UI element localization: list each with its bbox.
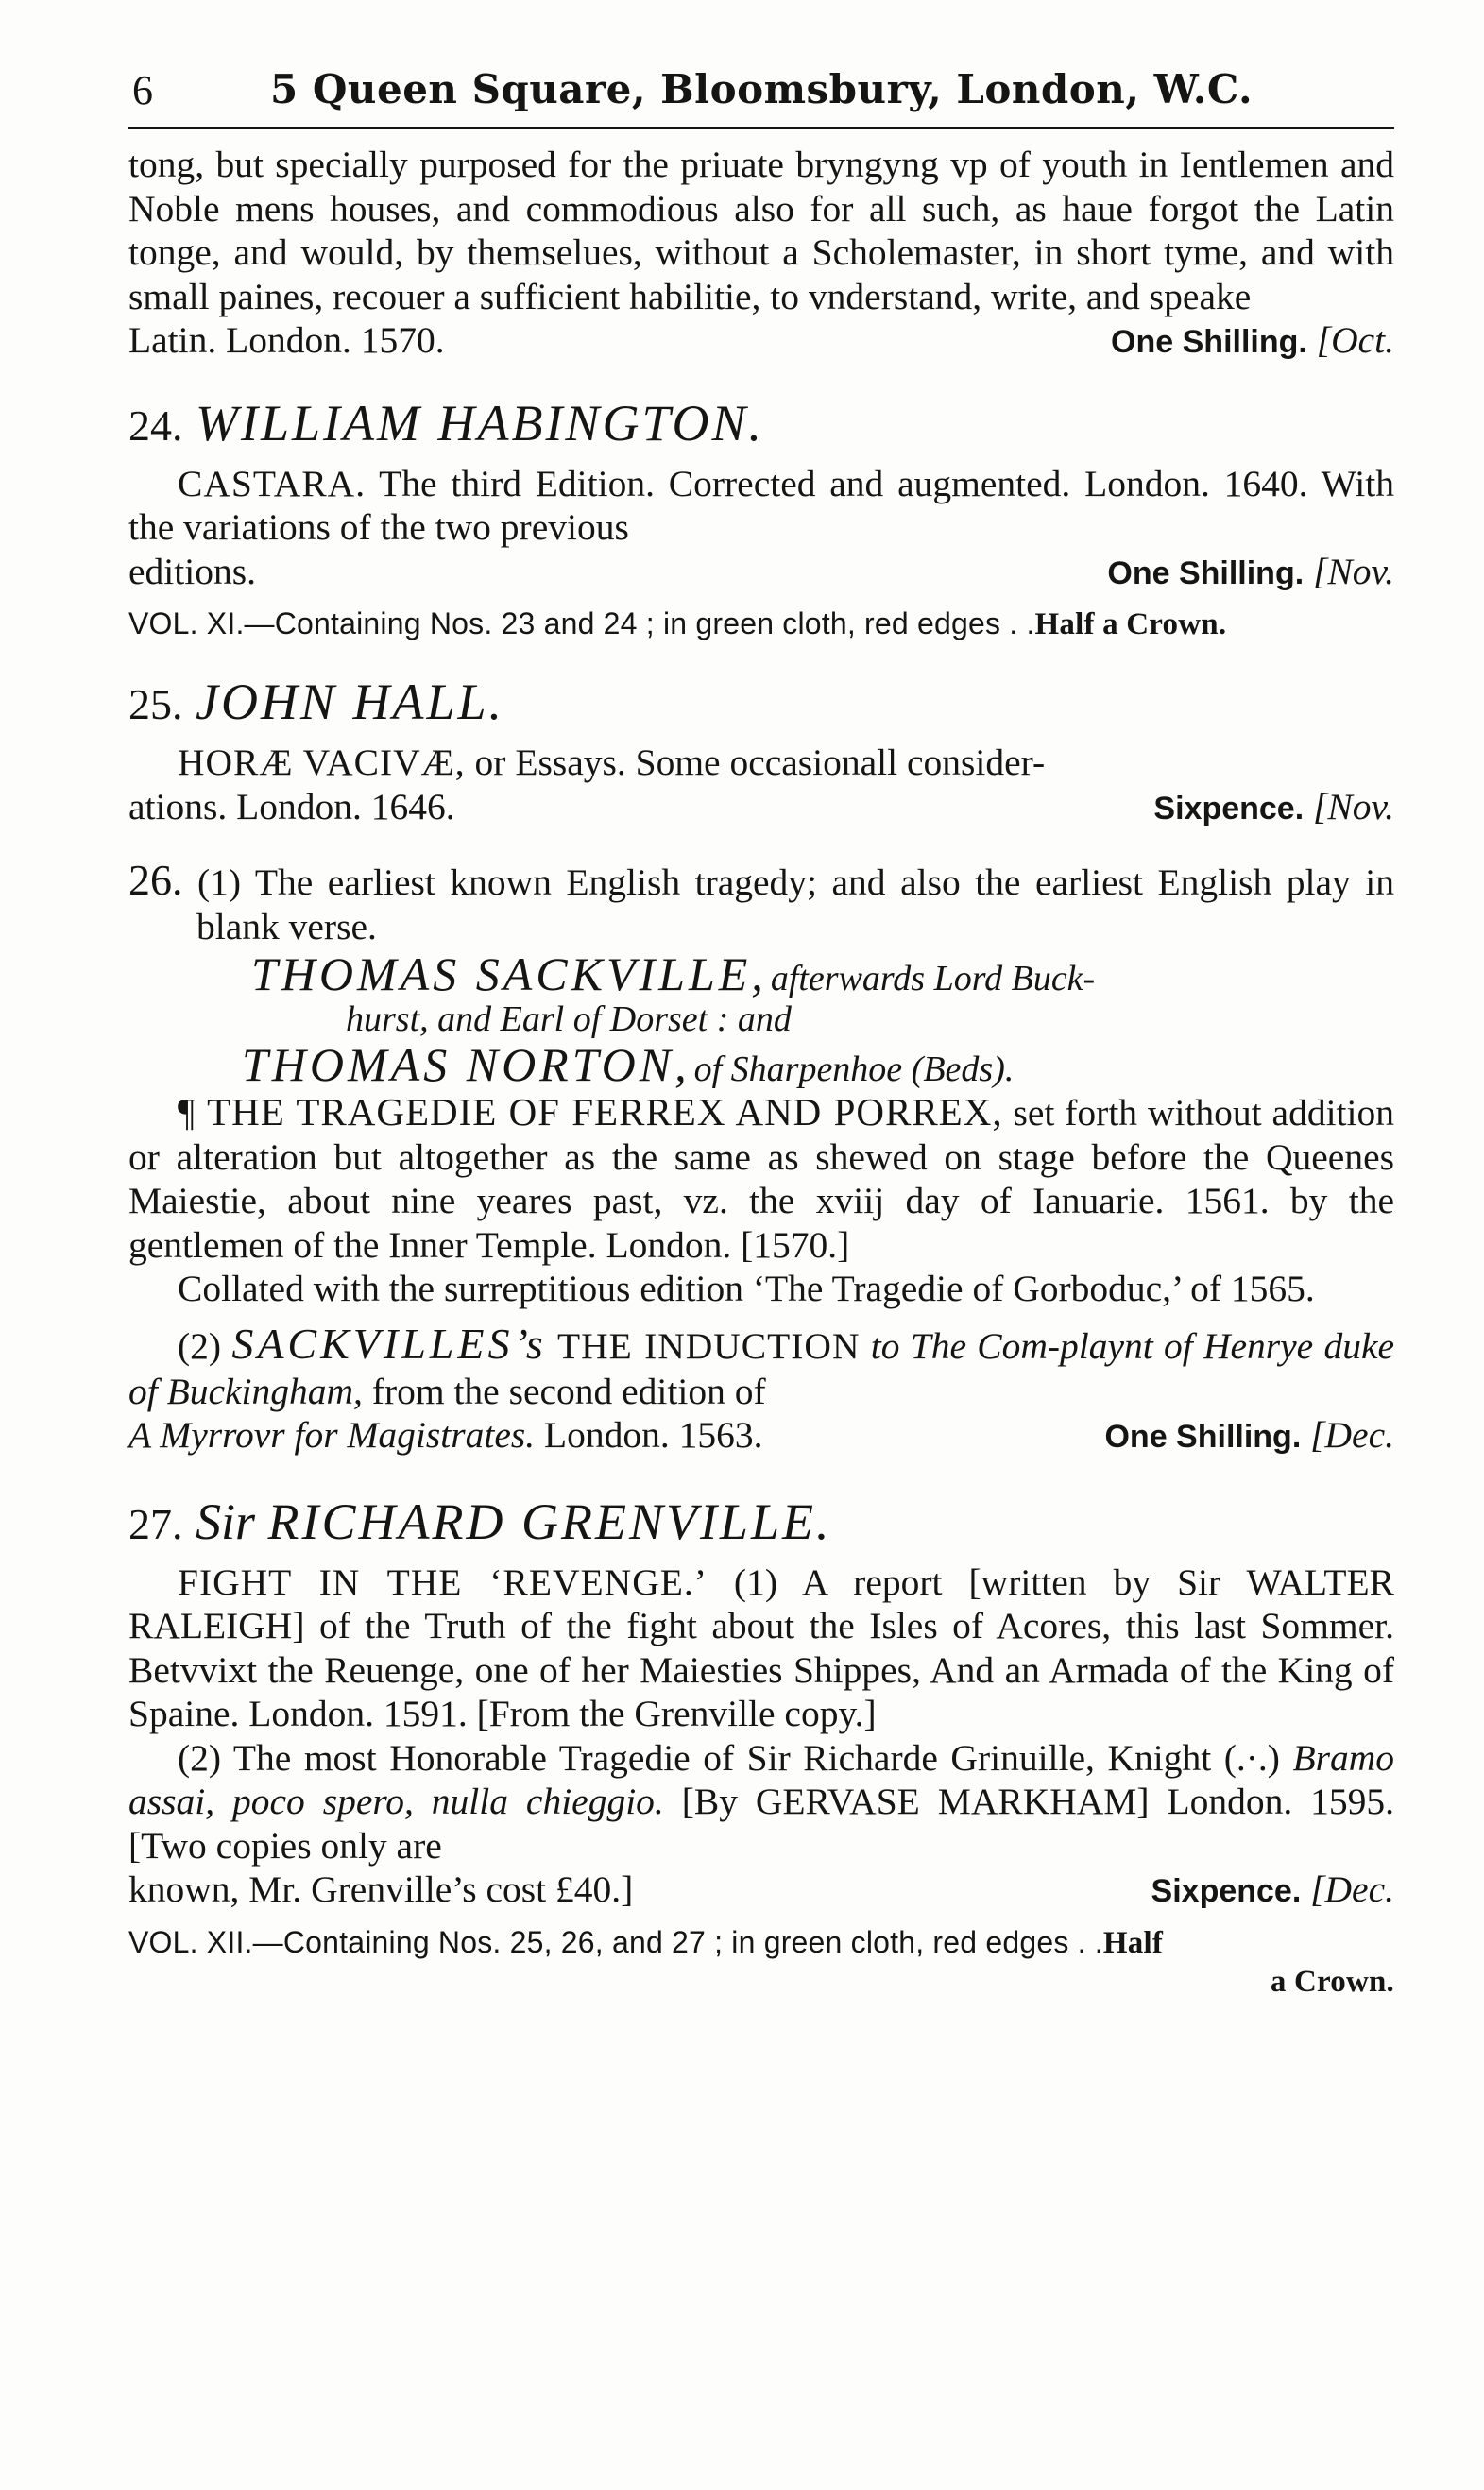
entry-26-text1: set forth without addition or alteration but altogether as the same as shewed on stage before the Queenes Maiestie, about nine yeares past, vz. the xviij day of Ianuarie. 1561. by the gentlemen of the Inner Temple. London. [1570.] [128, 1092, 1394, 1266]
volume-12-note [128, 1923, 1394, 2001]
running-title: 5 Queen Square, Bloomsbury, London, W.C. [270, 66, 1254, 112]
entry-26-authors [242, 948, 1394, 1090]
entry-26-price: One Shilling. [1104, 1419, 1302, 1455]
volume-11-label: VOL. XI.—Containing Nos. 23 and 24 ; in green cloth, red edges . . [128, 606, 1035, 640]
entry-26-body [128, 1090, 1394, 1459]
entry-23-price: One Shilling. [1111, 324, 1307, 360]
entry-27-text2c: [By GERVASE MARKHAM] London. 1595. [Two copies only are [128, 1781, 1395, 1867]
entry-25-text: or Essays. Some occasionall consider- [474, 742, 1046, 783]
entry-24-title: CASTARA. [178, 462, 367, 504]
entry-23-text: tong, but specially purposed for the priuate bryngyng vp of youth in Ientlemen and Noble mens houses, and commodious also for all such, as haue forgot the Latin tonge, and would, by themselues, without a Scholemaster, in short tyme, and with small paines, recouer a sufficient habilitie, to vnderstand, write, and speake [128, 144, 1394, 317]
entry-27-title: FIGHT IN THE ‘REVENGE.’ [178, 1561, 708, 1603]
entry-26-author2-note: of Sharpenhoe (Beds). [693, 1049, 1015, 1089]
entry-26-author1: THOMAS SACKVILLE, [251, 947, 767, 1000]
entry-27-author-prefix: Sir [196, 1492, 256, 1550]
entry-27-heading [128, 1492, 1394, 1555]
entry-23-continuation [128, 143, 1394, 365]
entry-25-price: Sixpence. [1153, 790, 1305, 827]
entry-25-title: HORÆ VACIVÆ, [178, 742, 466, 783]
entry-26-part2-number: (2) [178, 1324, 222, 1367]
entry-24-price: One Shilling. [1107, 554, 1305, 591]
entry-26-lastline [128, 1413, 1394, 1459]
entry-26-part2-text: from the second edition of [371, 1370, 766, 1412]
entry-26-part2-imprint: London. 1563. [543, 1414, 763, 1456]
entry-27-motto: Bramo assai, poco spero, nulla chieggio. [128, 1736, 1394, 1822]
catalogue-page [128, 60, 1394, 2460]
entry-26-intro [128, 856, 1394, 948]
page-number: 6 [132, 67, 153, 113]
entry-26-author2: THOMAS NORTON, [242, 1038, 691, 1091]
entry-27-author: RICHARD GRENVILLE. [267, 1492, 832, 1550]
entry-24-number: 24. [128, 401, 183, 450]
entry-25-body [128, 741, 1394, 830]
entry-24-month: [Nov. [1313, 550, 1394, 592]
entry-24-body [128, 462, 1394, 596]
entry-24-lastline [128, 550, 1394, 596]
entry-26-author1-note: afterwards Lord Buck- [770, 959, 1096, 998]
entry-26-intro-text: (1) The earliest known English tragedy; and also the earliest English play in blank verse. [196, 861, 1394, 947]
entry-23-imprint: Latin. London. 1570. [128, 319, 445, 361]
entry-26-part2-author: SACKVILLES’s [231, 1319, 547, 1368]
entry-27-month: [Dec. [1310, 1868, 1394, 1910]
volume-12-price-part2: a Crown. [1270, 1964, 1394, 1999]
entry-25-imprint: ations. London. 1646. [128, 785, 455, 827]
entry-25-number: 25. [128, 680, 183, 728]
entry-23-month: [Oct. [1316, 319, 1394, 361]
page-header [128, 60, 1394, 129]
entry-24-imprint: editions. [128, 550, 256, 592]
entry-26-title: ¶ THE TRAGEDIE OF FERREX AND PORREX, [178, 1090, 1003, 1134]
entry-23-lastline [128, 318, 1394, 365]
entry-27-number: 27. [128, 1499, 183, 1548]
entry-24-text: The third Edition. Corrected and augmented. London. 1640. With the variations of the two previous [128, 462, 1394, 548]
volume-12-label: VOL. XII.—Containing Nos. 25, 26, and 27 ; in green cloth, red edges . . [128, 1924, 1103, 1959]
volume-11-price: Half a Crown. [1034, 607, 1227, 641]
entry-25-author: JOHN HALL. [196, 674, 505, 730]
volume-11-note [128, 605, 1394, 643]
entry-25-month: [Nov. [1313, 785, 1394, 827]
entry-26-author1-note2: hurst, and Earl of Dorset : and [346, 999, 792, 1039]
entry-25-lastline [128, 785, 1394, 831]
entry-25-heading [128, 672, 1394, 735]
entry-26-text2: Collated with the surreptitious edition ‘The Tragedie of Gorboduc,’ of 1565. [178, 1268, 1315, 1309]
entry-27-imprint: known, Mr. Grenville’s cost £40.] [128, 1868, 634, 1910]
volume-12-price-part1: Half [1102, 1925, 1164, 1960]
entry-27-body [128, 1561, 1394, 1914]
entry-26-part2-book: A Myrrovr for Magistrates. [128, 1414, 536, 1456]
entry-27-price: Sixpence. [1151, 1873, 1302, 1909]
entry-27-text2a: (2) The most Honorable Tragedie of Sir Richarde Grinuille, Knight (.·.) [178, 1736, 1280, 1779]
entry-26-month: [Dec. [1310, 1414, 1394, 1456]
entry-26-part2-title: THE INDUCTION [557, 1324, 861, 1367]
entry-24-author: WILLIAM HABINGTON. [196, 394, 765, 452]
entry-26-number: 26. [128, 856, 183, 904]
entry-24-heading [128, 393, 1394, 456]
entry-27-text1: (1) A report [written by Sir WALTER RALEIGH] of the Truth of the fight about the Isles of Acores, this last Sommer. Betvvixt the Reuenge, one of her Maiesties Shippes, And an Armada of the King of Spaine. London. 1591. [From the Grenville copy.] [128, 1561, 1395, 1734]
entry-26-part2-to: to The Com-playnt of Henrye duke of Buckingham, [128, 1324, 1395, 1412]
entry-27-lastline [128, 1868, 1394, 1914]
